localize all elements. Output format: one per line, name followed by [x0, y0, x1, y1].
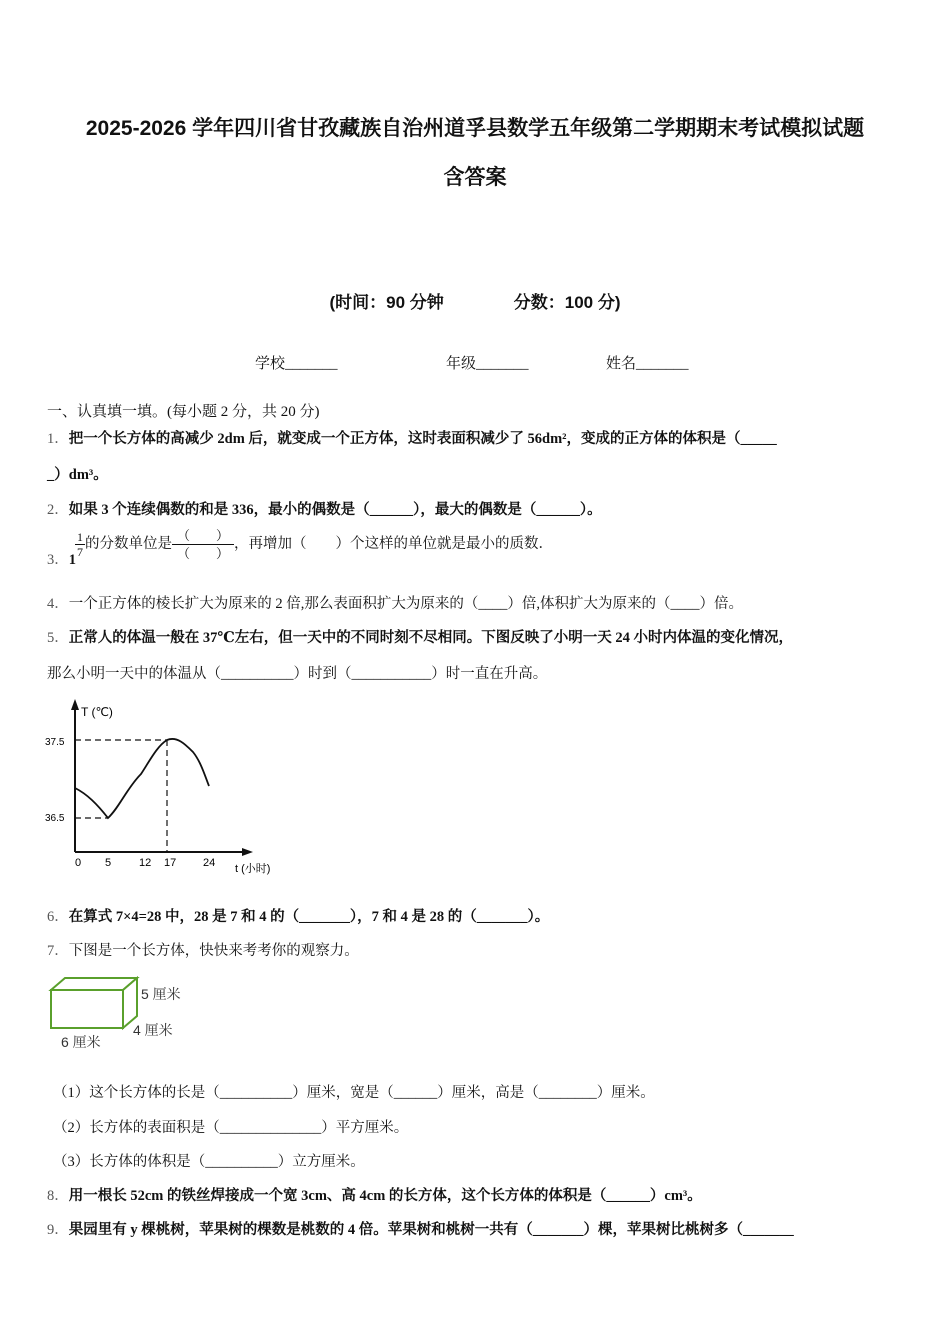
- school-field[interactable]: 学校_______: [255, 356, 338, 372]
- question-text: 如果 3 个连续偶数的和是 336，最小的偶数是（______），最大的偶数是（______）。: [68, 502, 602, 518]
- x-tick-0: 0: [75, 857, 82, 869]
- x-tick-24: 24: [203, 857, 216, 869]
- question-text: _）dm³。: [47, 467, 108, 483]
- question-1: [47, 427, 777, 448]
- question-3: [47, 527, 553, 567]
- question-number: 5．: [47, 630, 69, 646]
- question-number: 4．: [47, 596, 69, 612]
- question-number: 7．: [47, 943, 69, 959]
- question-5: [47, 626, 793, 647]
- cuboid-figure: [45, 973, 205, 1055]
- mixed-number-fraction: [75, 530, 85, 559]
- question-7-part-2: （2）长方体的表面积是（______________）平方厘米。: [53, 1120, 409, 1136]
- grade-field[interactable]: 年级_______: [446, 356, 529, 372]
- document-title-line1: 2025-2026 学年四川省甘孜藏族自治州道孚县数学五年级第二学期期末考试模拟试题: [85, 117, 865, 140]
- y-axis-label: T (℃): [81, 705, 113, 719]
- temperature-curve: [75, 739, 209, 818]
- fraction-denominator: 7: [77, 545, 83, 559]
- mixed-number-whole: 1: [68, 551, 76, 568]
- question-text: 一个正方体的棱长扩大为原来的 2 倍,那么表面积扩大为原来的（____）倍,体积扩大为原来的（____）倍。: [68, 596, 743, 612]
- question-7-part-3: （3）长方体的体积是（__________）立方厘米。: [53, 1154, 365, 1170]
- question-text: 的分数单位是: [85, 535, 172, 552]
- width-label: 4 厘米: [133, 1022, 173, 1038]
- temperature-graph: [45, 696, 285, 878]
- exam-meta: [0, 288, 950, 313]
- y-tick-36-5: 36.5: [45, 813, 65, 824]
- question-text: 那么小明一天中的体温从（__________）时到（___________）时一直在升高。: [47, 666, 548, 682]
- answer-denominator-blank[interactable]: （ ）: [176, 546, 229, 561]
- question-text: 正常人的体温一般在 37℃左右，但一天中的不同时刻不尽相同。下图反映了小明一天 24 小时内体温的变化情况，: [68, 630, 793, 646]
- x-axis-arrow: [242, 848, 253, 856]
- height-label: 5 厘米: [141, 986, 181, 1002]
- exam-time: (时间：90 分钟: [329, 293, 444, 312]
- question-7: [47, 939, 359, 960]
- question-6: [47, 905, 549, 926]
- y-axis-arrow: [71, 699, 79, 710]
- length-label: 6 厘米: [61, 1034, 101, 1050]
- question-text: 用一根长 52cm 的铁丝焊接成一个宽 3cm、高 4cm 的长方体，这个长方体的体积是（______）cm³。: [68, 1188, 702, 1204]
- y-tick-37-5: 37.5: [45, 737, 65, 748]
- question-9: [47, 1218, 794, 1239]
- question-text: 在算式 7×4=28 中，28 是 7 和 4 的（_______），7 和 4 是 28 的（_______）。: [68, 909, 550, 925]
- cuboid-front-face: [51, 990, 123, 1028]
- question-text: 下图是一个长方体，快快来考考你的观察力。: [68, 943, 359, 959]
- x-tick-12: 12: [139, 857, 152, 869]
- question-number: 8．: [47, 1188, 69, 1204]
- x-tick-17: 17: [164, 857, 177, 869]
- answer-numerator-blank[interactable]: （ ）: [172, 527, 234, 545]
- question-text: 果园里有 y 棵桃树，苹果树的棵数是桃数的 4 倍。苹果树和桃树一共有（_______）棵，苹果树比桃树多（_______: [68, 1222, 794, 1238]
- question-number: 3．: [47, 551, 69, 568]
- question-text: 把一个长方体的高减少 2dm 后，就变成一个正方体，这时表面积减少了 56dm²，变成的正方体的体积是（_____: [68, 431, 777, 447]
- question-8: [47, 1184, 702, 1205]
- question-number: 9．: [47, 1222, 69, 1238]
- question-2: [47, 498, 602, 519]
- exam-score: 分数：100 分): [513, 293, 621, 312]
- question-number: 6．: [47, 909, 69, 925]
- x-axis-label: t (小时): [235, 863, 271, 875]
- fraction-numerator: 1: [77, 530, 83, 544]
- answer-fraction: [172, 527, 234, 562]
- question-number: 1．: [47, 431, 69, 447]
- question-text-tail: ，再增加（ ）个这样的单位就是最小的质数．: [234, 535, 553, 552]
- question-5-continued: [47, 662, 547, 683]
- question-1-continued: [47, 463, 108, 484]
- name-field[interactable]: 姓名_______: [606, 356, 689, 372]
- x-tick-5: 5: [105, 857, 112, 869]
- question-7-part-1: （1）这个长方体的长是（__________）厘米，宽是（______）厘米，高是（________）厘米。: [53, 1085, 655, 1101]
- document-title-line2: 含答案: [443, 166, 507, 189]
- section-heading: 一、认真填一填。(每小题 2 分，共 20 分): [47, 404, 320, 420]
- question-4: [47, 592, 743, 613]
- question-number: 2．: [47, 502, 69, 518]
